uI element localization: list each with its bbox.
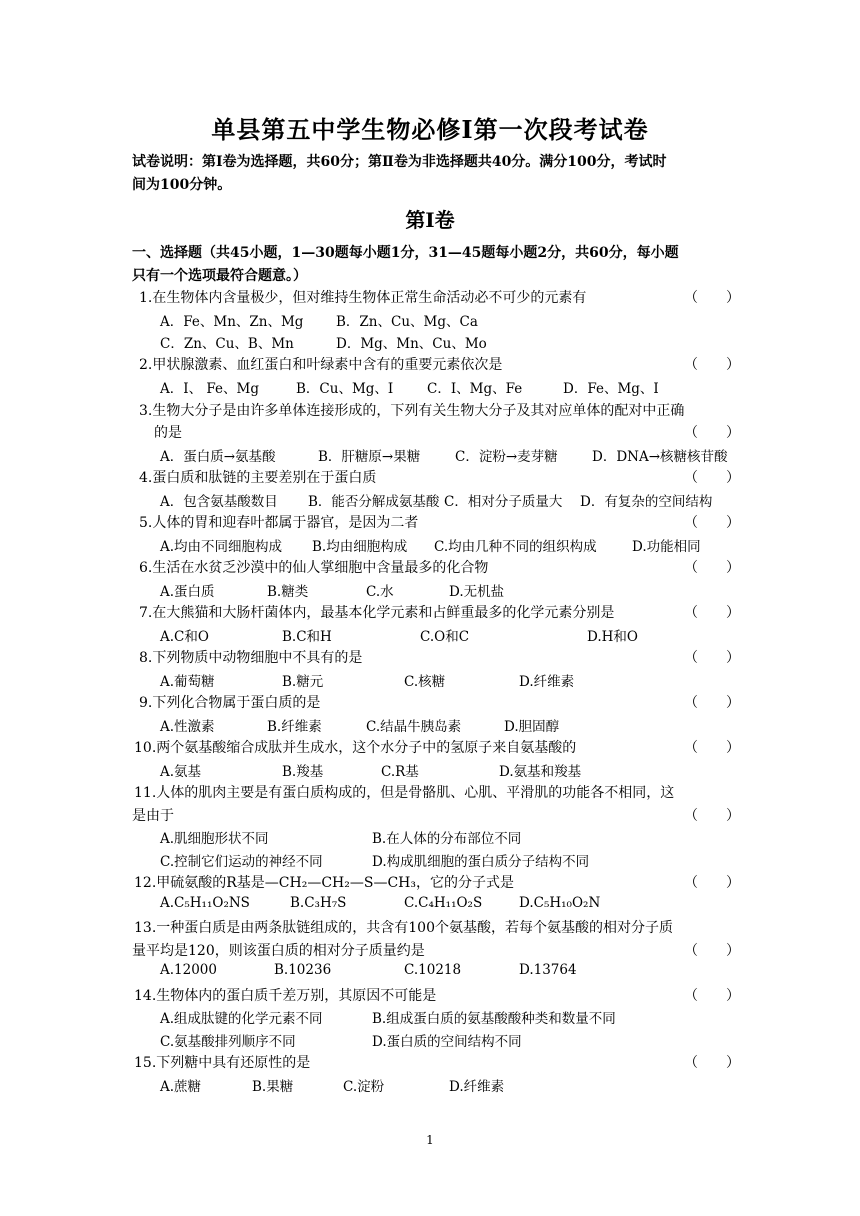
question-stem: 7.在大熊猫和大肠杆菌体内，最基本化学元素和占鲜重最多的化学元素分别是 — [139, 605, 615, 621]
option-a[interactable]: A.均由不同细胞构成 — [160, 539, 283, 555]
option-b[interactable]: B．能否分解成氨基酸 — [308, 494, 440, 510]
option-d[interactable]: D.蛋白质的空间结构不同 — [372, 1034, 522, 1050]
question-stem: 14.生物体内的蛋白质千差万别，其原因不可能是 — [134, 988, 437, 1004]
option-b[interactable]: B．Zn、Cu、Mg、Ca — [336, 314, 478, 330]
question-stem: 1.在生物体内含量极少，但对维持生物体正常生命活动必不可少的元素有 — [139, 290, 587, 306]
part-heading-line-1: 一、选择题（共45小题，1—30题每小题1分，31—45题每小题2分，共60分，每小题 — [132, 245, 679, 261]
option-c[interactable]: C.O和C — [420, 629, 470, 645]
question-stem: 3.生物大分子是由许多单体连接形成的，下列有关生物大分子及其对应单体的配对中正确 — [139, 403, 685, 419]
option-a[interactable]: A．I、 Fe、Mg — [160, 381, 259, 397]
option-b[interactable]: B.C₃H₇S — [290, 895, 347, 911]
answer-bracket[interactable]: （ ） — [684, 1055, 740, 1071]
option-c[interactable]: C.水 — [366, 584, 394, 600]
option-a[interactable]: A.蛋白质 — [160, 584, 215, 600]
question-stem: 6.生活在水贫乏沙漠中的仙人掌细胞中含量最多的化合物 — [139, 560, 489, 576]
option-b[interactable]: B.均由细胞构成 — [312, 539, 408, 555]
option-a[interactable]: A.氨基 — [160, 764, 202, 780]
option-d[interactable]: D.H和O — [587, 629, 638, 645]
option-a[interactable]: A.12000 — [160, 962, 217, 978]
option-b[interactable]: B.糖元 — [282, 674, 324, 690]
option-a[interactable]: A.蔗糖 — [160, 1079, 202, 1095]
answer-bracket[interactable]: （ ） — [684, 808, 740, 824]
question-stem: 10.两个氨基酸缩合成肽并生成水，这个水分子中的氢原子来自氨基酸的 — [134, 740, 577, 756]
option-c[interactable]: C．相对分子质量大 — [444, 494, 563, 510]
question-stem-continued: 是由于 — [132, 808, 174, 824]
option-d[interactable]: D.氨基和羧基 — [499, 764, 582, 780]
question-stem: 13.一种蛋白质是由两条肽链组成的，共含有100个氨基酸，若每个氨基酸的相对分子质 — [134, 920, 673, 936]
question-stem: 9.下列化合物属于蛋白质的是 — [139, 695, 321, 711]
answer-bracket[interactable]: （ ） — [684, 875, 740, 891]
option-b[interactable]: B.组成蛋白质的氨基酸酸种类和数量不同 — [372, 1011, 616, 1027]
exam-title: 单县第五中学生物必修Ⅰ第一次段考试卷 — [211, 115, 649, 144]
option-b[interactable]: B.在人体的分布部位不同 — [372, 831, 522, 847]
question-stem: 11.人体的肌肉主要是有蛋白质构成的，但是骨骼肌、心肌、平滑肌的功能各不相同，这 — [134, 785, 675, 801]
option-d[interactable]: D.构成肌细胞的蛋白质分子结构不同 — [372, 854, 590, 870]
answer-bracket[interactable]: （ ） — [684, 650, 740, 666]
option-b[interactable]: B．Cu、Mg、I — [296, 381, 394, 397]
option-c[interactable]: C.R基 — [381, 764, 419, 780]
option-a[interactable]: A.C₅H₁₁O₂NS — [160, 895, 250, 911]
option-d[interactable]: D.纤维素 — [449, 1079, 505, 1095]
option-d[interactable]: D.纤维素 — [519, 674, 575, 690]
option-d[interactable]: D．Fe、Mg、I — [563, 381, 659, 397]
answer-bracket[interactable]: （ ） — [684, 560, 740, 576]
option-a[interactable]: A．包含氨基酸数目 — [160, 494, 278, 510]
option-c[interactable]: C．I、Mg、Fe — [427, 381, 523, 397]
option-c[interactable]: C.均由几种不同的组织构成 — [434, 539, 597, 555]
option-c[interactable]: C.C₄H₁₁O₂S — [404, 895, 483, 911]
option-c[interactable]: C.10218 — [404, 962, 462, 978]
answer-bracket[interactable]: （ ） — [684, 515, 740, 531]
question-stem: 8.下列物质中动物细胞中不具有的是 — [139, 650, 363, 666]
section-title: 第Ⅰ卷 — [405, 208, 455, 232]
option-a[interactable]: A．Fe、Mn、Zn、Mg — [160, 314, 304, 330]
option-b[interactable]: B.羧基 — [282, 764, 324, 780]
option-b[interactable]: B．肝糖原→果糖 — [318, 449, 421, 465]
question-stem: 5.人体的胃和迎春叶都属于器官，是因为二者 — [139, 515, 419, 531]
answer-bracket[interactable]: （ ） — [684, 425, 740, 441]
instructions-line-1: 试卷说明：第Ⅰ卷为选择题，共60分；第Ⅱ卷为非选择题共40分。满分100分，考试时 — [132, 154, 667, 170]
option-b[interactable]: B.果糖 — [252, 1079, 294, 1095]
option-a[interactable]: A.组成肽键的化学元素不同 — [160, 1011, 323, 1027]
option-d[interactable]: D.功能相同 — [632, 539, 701, 555]
question-stem: 12.甲硫氨酸的R基是—CH₂—CH₂—S—CH₃，它的分子式是 — [134, 875, 514, 891]
option-d[interactable]: D．DNA→核糖核苷酸 — [592, 449, 728, 465]
answer-bracket[interactable]: （ ） — [684, 740, 740, 756]
option-d[interactable]: D.无机盐 — [449, 584, 505, 600]
answer-bracket[interactable]: （ ） — [684, 357, 740, 373]
option-b[interactable]: B.纤维素 — [267, 719, 322, 735]
option-d[interactable]: D．Mg、Mn、Cu、Mo — [336, 336, 487, 352]
part-heading-line-2: 只有一个选项最符合题意。） — [132, 268, 307, 284]
question-stem-continued: 的是 — [154, 425, 182, 441]
question-stem: 2.甲状腺激素、血红蛋白和叶绿素中含有的重要元素依次是 — [139, 357, 503, 373]
option-a[interactable]: A.性激素 — [160, 719, 215, 735]
option-c[interactable]: C.控制它们运动的神经不同 — [160, 854, 323, 870]
answer-bracket[interactable]: （ ） — [684, 943, 740, 959]
option-b[interactable]: B.C和H — [282, 629, 332, 645]
option-a[interactable]: A.肌细胞形状不同 — [160, 831, 269, 847]
answer-bracket[interactable]: （ ） — [684, 470, 740, 486]
option-c[interactable]: C.氨基酸排列顺序不同 — [160, 1034, 296, 1050]
option-d[interactable]: D.C₅H₁₀O₂N — [519, 895, 601, 911]
question-stem: 4.蛋白质和肽链的主要差别在于蛋白质 — [139, 470, 377, 486]
option-c[interactable]: C.淀粉 — [343, 1079, 385, 1095]
answer-bracket[interactable]: （ ） — [684, 290, 740, 306]
option-b[interactable]: B.10236 — [274, 962, 332, 978]
option-c[interactable]: C.结晶牛胰岛素 — [366, 719, 462, 735]
option-d[interactable]: D．有复杂的空间结构 — [580, 494, 713, 510]
question-stem: 15.下列糖中具有还原性的是 — [134, 1055, 311, 1071]
option-c[interactable]: C．Zn、Cu、B、Mn — [160, 336, 294, 352]
option-a[interactable]: A.C和O — [160, 629, 209, 645]
question-stem-continued: 量平均是120，则该蛋白质的相对分子质量约是 — [132, 943, 425, 959]
page-number: 1 — [426, 1133, 434, 1147]
instructions-line-2: 间为100分钟。 — [132, 177, 232, 193]
answer-bracket[interactable]: （ ） — [684, 695, 740, 711]
option-c[interactable]: C．淀粉→麦芽糖 — [455, 449, 558, 465]
option-d[interactable]: D.胆固醇 — [504, 719, 560, 735]
answer-bracket[interactable]: （ ） — [684, 988, 740, 1004]
option-a[interactable]: A.葡萄糖 — [160, 674, 215, 690]
option-b[interactable]: B.糖类 — [267, 584, 309, 600]
option-a[interactable]: A．蛋白质→氨基酸 — [160, 449, 276, 465]
answer-bracket[interactable]: （ ） — [684, 605, 740, 621]
option-c[interactable]: C.核糖 — [404, 674, 446, 690]
option-d[interactable]: D.13764 — [519, 962, 577, 978]
